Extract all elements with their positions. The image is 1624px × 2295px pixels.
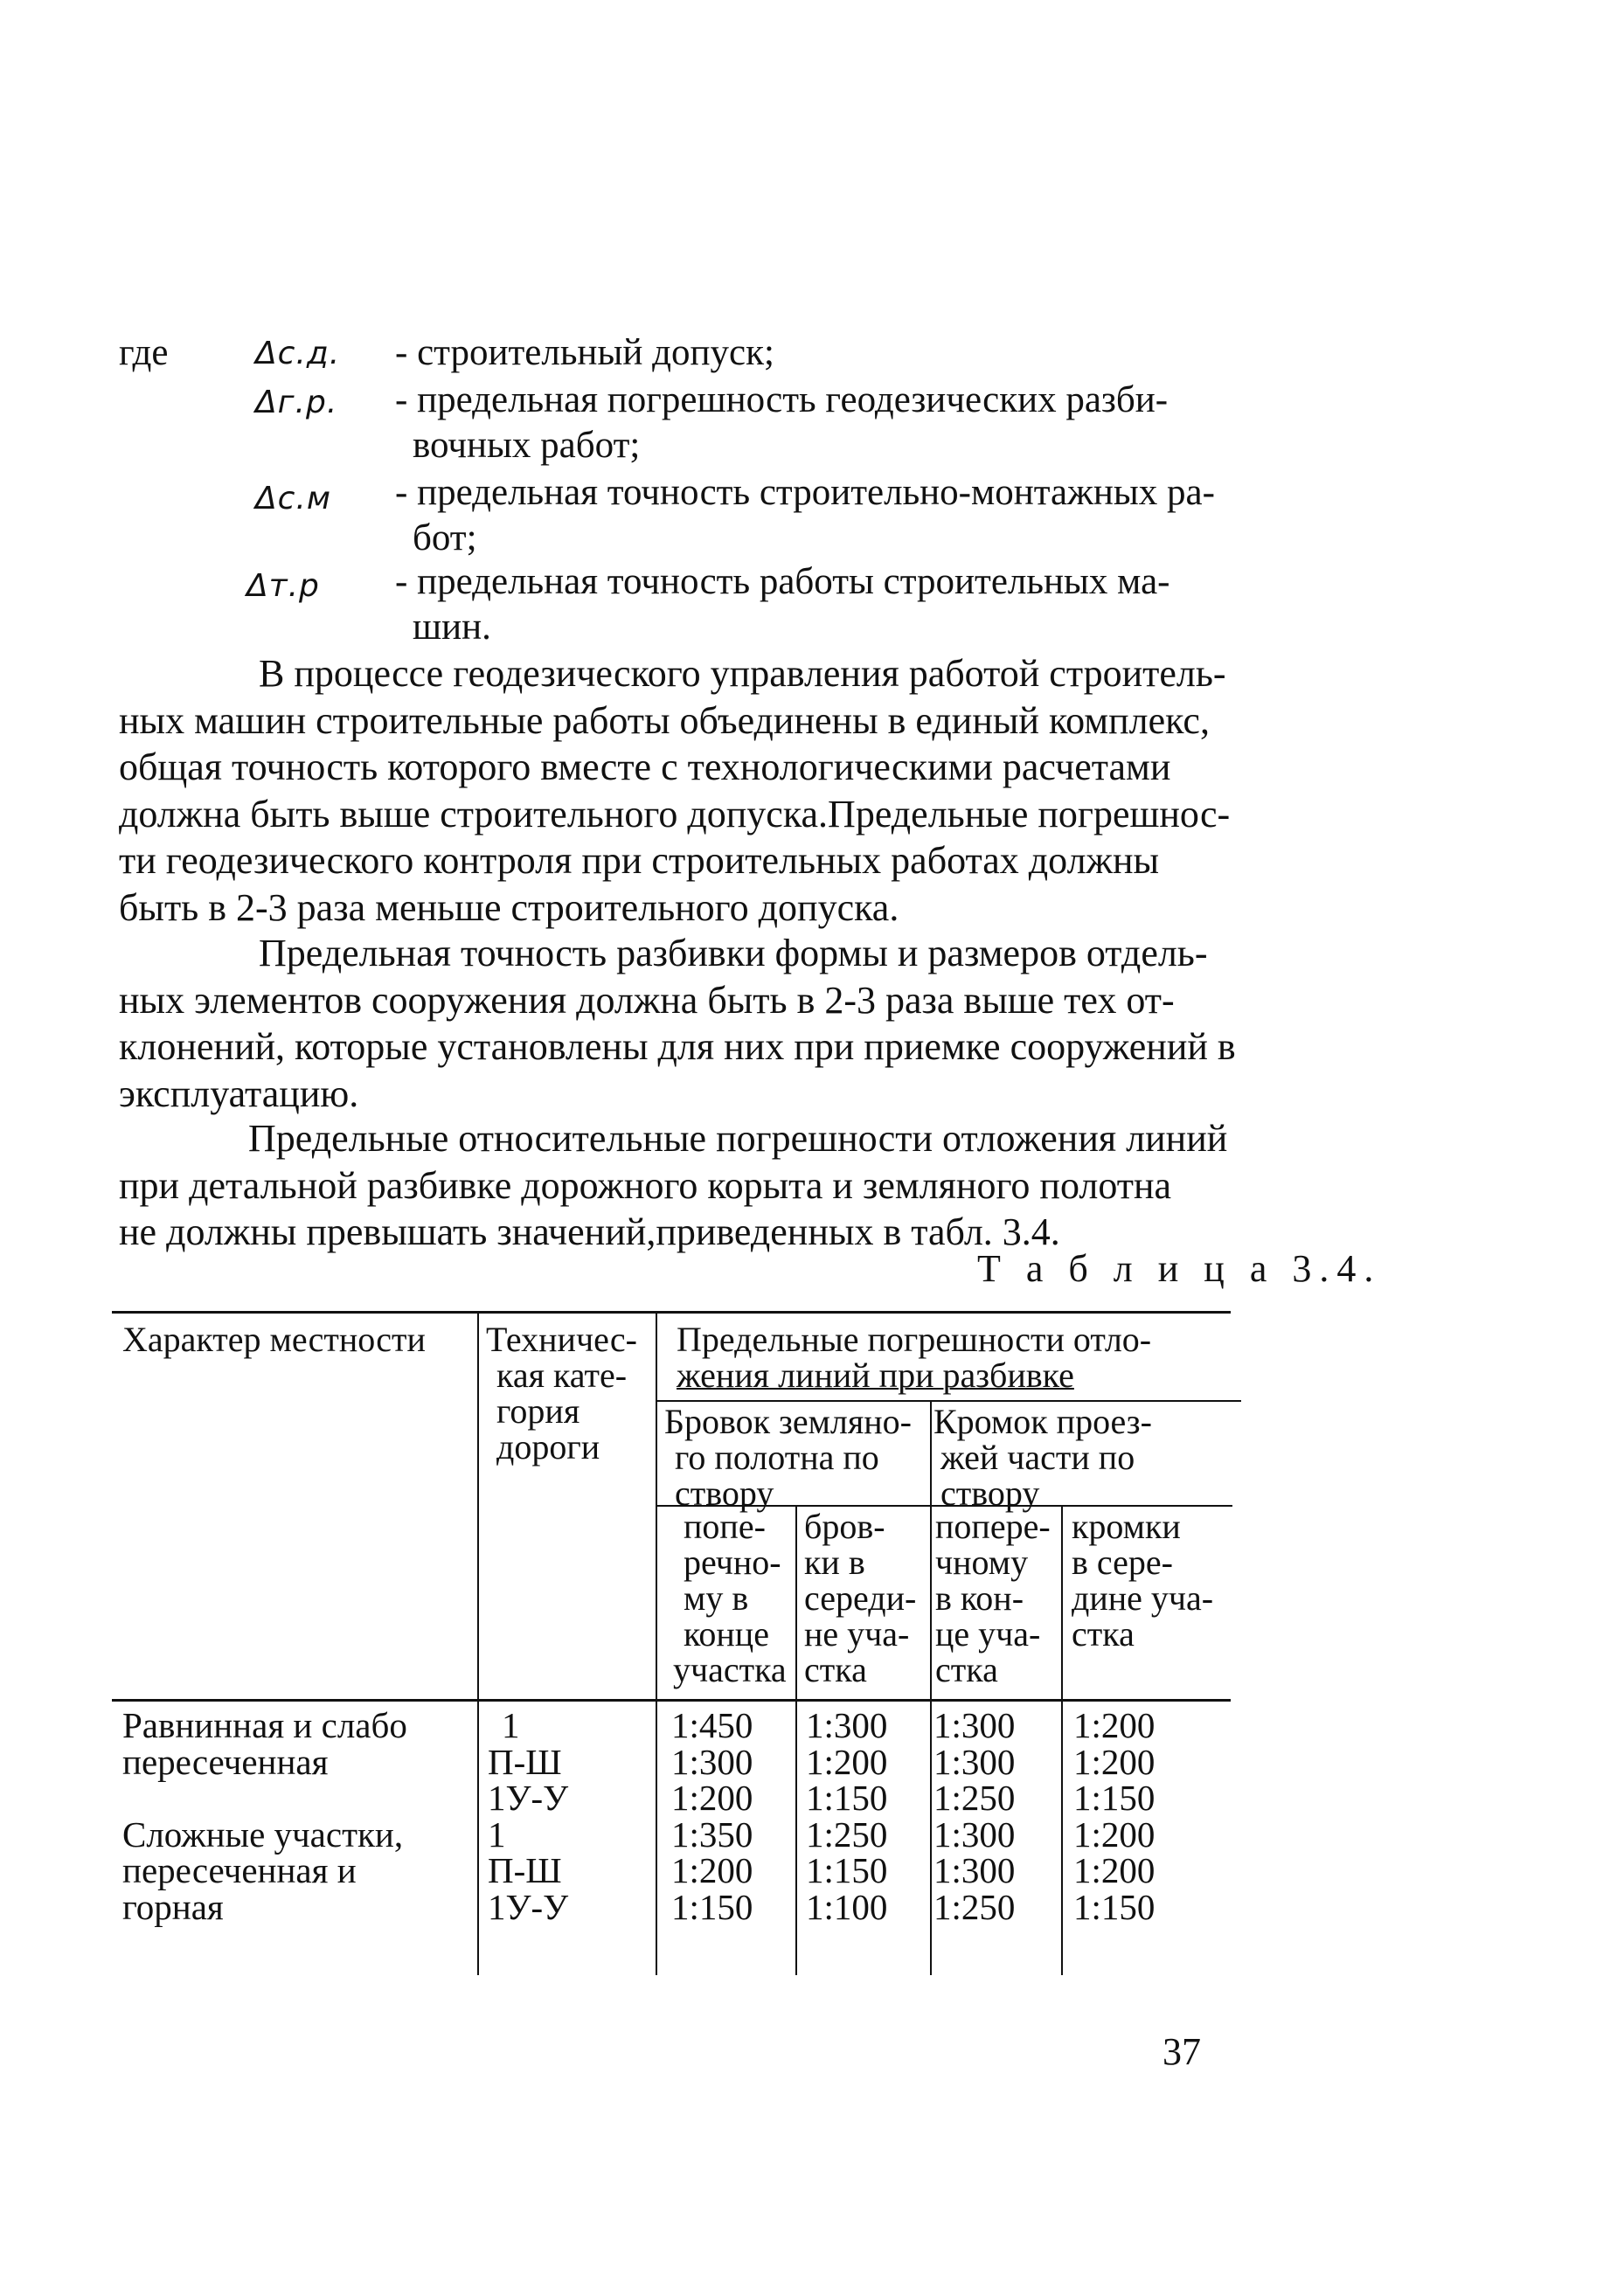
header-subgrade-edges: Бровок земляно- го полотна по створу — [664, 1402, 912, 1513]
paragraph-relative-errors: Предельные относительные погрешности отложения линий при детальной разбивке дорожного корыта и земляного полотна не должны превышать значений,приведенных в табл. 3.4. — [119, 1117, 1228, 1253]
definition-construction-tolerance: - строительный допуск; — [395, 332, 774, 373]
definition-geodetic-error: - предельная погрешность геодезических разби- вочных работ; — [395, 379, 1169, 466]
terrain-column: Равнинная и слабо пересеченная Сложные участки, пересеченная и горная — [122, 1705, 407, 1927]
paragraph-layout-accuracy: Предельная точность разбивки формы и размеров отдель- ных элементов сооружения должна быть в 2-3 раза выше тех от- клонений, которые установлены для них при приемке сооружений в эксплуатацию. — [119, 932, 1236, 1115]
header-road-category: Техничес- кая кате- гория дороги — [486, 1320, 637, 1466]
page-number: 37 — [1162, 2030, 1201, 2073]
header-brow-middle: бров- ки в середи- не уча- стка — [804, 1507, 917, 1689]
values-subgrade-transverse: 1:450 1:300 1:200 1:350 1:200 1:150 — [671, 1705, 753, 1927]
definition-machine-accuracy: - предельная точность работы строительных ма- шин. — [395, 561, 1170, 648]
header-carriageway-edges: Кромок проез- жей части по створу — [933, 1402, 1152, 1513]
category-column: 1 П-Ш 1У-У 1 П-Ш 1У-У — [488, 1705, 569, 1927]
header-transverse-end: попе- речно- му в конце участка — [673, 1507, 787, 1689]
symbol-assembly-accuracy: Δс.м — [255, 481, 332, 517]
where-label: где — [119, 332, 169, 373]
values-carriageway-transverse: 1:300 1:300 1:250 1:300 1:300 1:250 — [933, 1705, 1016, 1927]
header-terrain: Характер местности — [122, 1320, 426, 1359]
paragraph-geodetic-control: В процессе геодезического управления работой строитель- ных машин строительные работы объединены в единый комплекс, общая точность которого вместе с технологическими расчетами должна быть выше строительного допуска.Предельные погрешнос- ти геодезического контроля при строительных работах должны быть в 2-3 раза меньше строительного допуска. — [119, 652, 1231, 929]
header-transverse-end-carriageway: попере- чному в кон- це уча- стка — [935, 1507, 1051, 1689]
symbol-machine-accuracy: Δт.р — [246, 568, 320, 604]
values-carriageway-middle: 1:200 1:200 1:150 1:200 1:200 1:150 — [1073, 1705, 1156, 1927]
symbol-geodetic-error: Δг.р. — [255, 385, 338, 420]
symbol-construction-tolerance: Δс.д. — [255, 336, 341, 371]
header-edge-middle: кромки в сере- дине уча- стка — [1072, 1507, 1214, 1654]
header-limit-errors: Предельные погрешности отло- жения линий при разбивке — [677, 1320, 1152, 1395]
values-subgrade-middle: 1:300 1:200 1:150 1:250 1:150 1:100 — [806, 1705, 888, 1927]
definition-assembly-accuracy: - предельная точность строительно-монтажных ра- бот; — [395, 472, 1215, 558]
table-label: Т а б л и ц а 3.4. — [977, 1247, 1382, 1290]
